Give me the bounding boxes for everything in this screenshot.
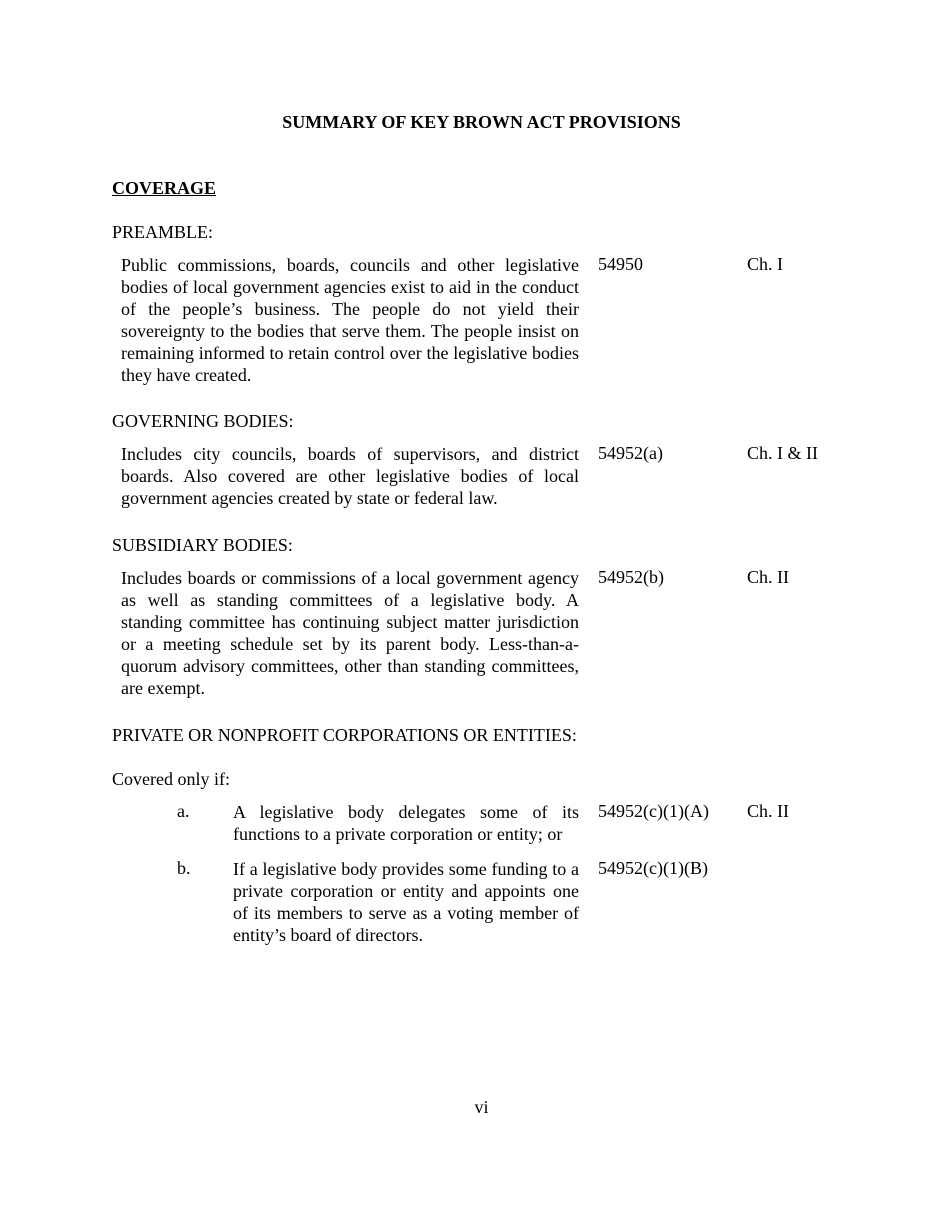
list-item-chapter: Ch. II	[747, 801, 789, 821]
governing-bodies-chapter: Ch. I & II	[747, 443, 818, 463]
page-number: vi	[474, 1097, 489, 1117]
covered-only-if-text: Covered only if:	[112, 769, 230, 789]
list-item-label: a.	[177, 801, 190, 821]
private-entities-heading: PRIVATE OR NONPROFIT CORPORATIONS OR ENTITIES:	[112, 725, 577, 745]
preamble-citation: 54950	[598, 254, 643, 274]
page-title: SUMMARY OF KEY BROWN ACT PROVISIONS	[282, 112, 681, 132]
section-heading-coverage: COVERAGE	[112, 178, 217, 198]
list-item-text: If a legislative body provides some funding to a private corporation or entity and appoints one of its members to serve as a voting member of entity’s board of directors.	[233, 859, 579, 945]
subsidiary-bodies-text: Includes boards or commissions of a local government agency as well as standing committees of a legislative body. A standing committee has continuing subject matter jurisdiction or a meeting schedule set by its parent body. Less-than-a-quorum advisory committees, other than standing committees, are exempt.	[121, 568, 579, 698]
subsidiary-bodies-citation: 54952(b)	[598, 567, 664, 587]
preamble-chapter: Ch. I	[747, 254, 783, 274]
governing-bodies-text: Includes city councils, boards of supervisors, and district boards. Also covered are other legislative bodies of local government agencies created by state or federal law.	[121, 444, 579, 508]
list-item-text: A legislative body delegates some of its functions to a private corporation or entity; or	[233, 802, 579, 844]
governing-bodies-citation: 54952(a)	[598, 443, 663, 463]
subsidiary-bodies-heading: SUBSIDIARY BODIES:	[112, 535, 293, 555]
preamble-heading: PREAMBLE:	[112, 222, 214, 242]
preamble-text: Public commissions, boards, councils and other legislative bodies of local government agencies exist to aid in the conduct of the people’s business. The people do not yield their sovereignty to the bodies that serve them. The people insist on remaining informed to retain control over the legislative bodies they have created.	[121, 255, 579, 385]
list-item-label: b.	[177, 858, 191, 878]
list-item-citation: 54952(c)(1)(A)	[598, 801, 709, 821]
list-item-citation: 54952(c)(1)(B)	[598, 858, 708, 878]
subsidiary-bodies-chapter: Ch. II	[747, 567, 789, 587]
governing-bodies-heading: GOVERNING BODIES:	[112, 411, 294, 431]
